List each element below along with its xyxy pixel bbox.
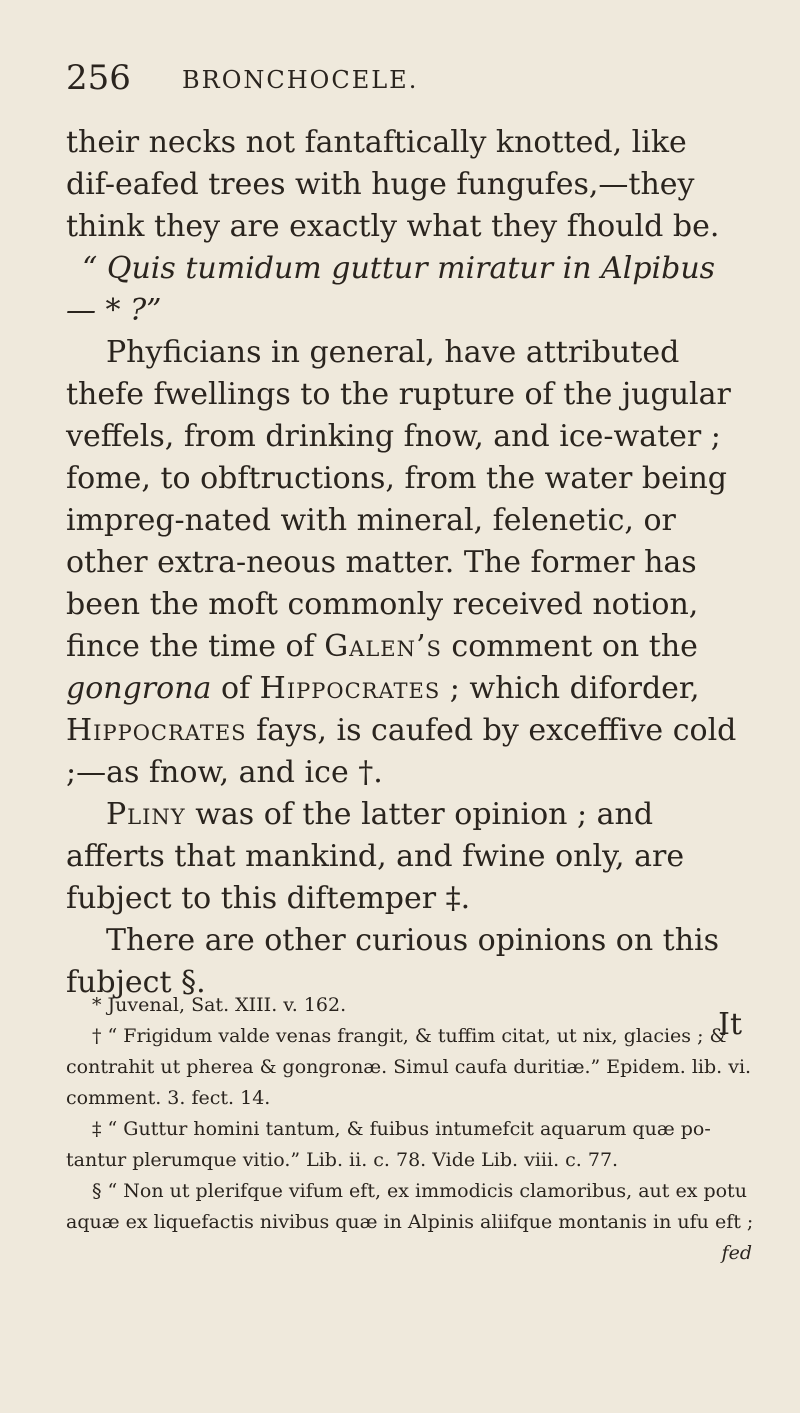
paragraph-3: Pliny was of the latter opinion ; and afferts that mankind, and fwine only, are fubject to this diftemper ‡.: [66, 797, 685, 916]
page-header: [66, 58, 766, 106]
name-hippocrates: Hippocrates: [259, 671, 441, 706]
running-head: BRONCHOCELE.: [182, 66, 419, 94]
latin-quote: “ Quis tumidum guttur miratur in Alpibus — * ?”: [66, 251, 716, 328]
name-pliny: Pliny: [106, 797, 186, 832]
paragraph-2: Phyficians in general, have attributed thefe fwellings to the rupture of the jugular veffels, from drinking fnow, and ice-water ; fome, to obftructions, from the water being impreg-nated with mineral, felenetic, or other extra-neous matter. The former has been the moft commonly received notion, fince the time of Galen’s comment on the gongrona of Hippocrates ; which diforder, Hippocrates fays, is caufed by exceffive cold ;—as fnow, and ice †.: [66, 335, 737, 790]
footnotes: [66, 990, 756, 1269]
paragraph-1: their necks not fantaftically knotted, like dif-eafed trees with huge fungufes,—they think they are exactly what they fhould be.: [66, 125, 720, 244]
catchword: It: [718, 1007, 742, 1042]
footnote-4: § “ Non ut plerifque vifum eft, ex immodicis clamoribus, aut ex potu aquæ ex liquefactis nivibus quæ in Alpinis aliifque montanis in ufu eft ;: [66, 1180, 754, 1233]
term-gongrona: gongrona: [66, 671, 212, 706]
footnote-2: † “ Frigidum valde venas frangit, & tuffim citat, ut nix, glacies ; & contrahit ut pherea & gongronæ. Simul caufa duritiæ.” Epidem. lib. vi. comment. 3. fect. 14.: [66, 1025, 752, 1109]
footnote-catchword: fed: [721, 1242, 752, 1264]
paragraph-4: There are other curious opinions on this fubject §.: [66, 923, 720, 1000]
name-galen: Galen’s: [324, 629, 442, 664]
footnote-3: ‡ “ Guttur homini tantum, & fuibus intumefcit aquarum quæ po-tantur plerumque vitio.” Lib. ii. c. 78. Vide Lib. viii. c. 77.: [66, 1118, 711, 1171]
name-hippocrates-2: Hippocrates: [66, 713, 247, 748]
main-text: [66, 122, 742, 1046]
page-number: 256: [66, 58, 131, 98]
footnote-1: * Juvenal, Sat. XIII. v. 162.: [92, 994, 347, 1016]
